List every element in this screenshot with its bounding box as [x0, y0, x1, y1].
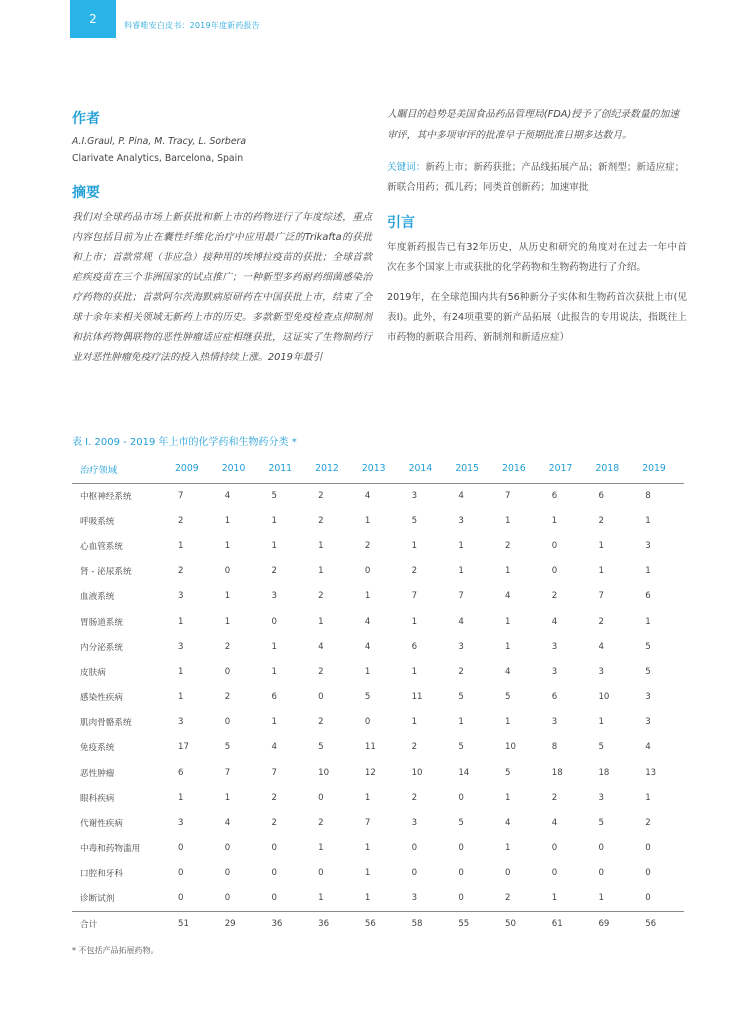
count-cell: 3: [178, 641, 184, 652]
count-cell: 0: [271, 843, 277, 854]
count-cell: 0: [598, 868, 604, 879]
count-cell: 0: [450, 886, 497, 911]
count-cell: 13: [645, 767, 657, 778]
count-cell: 1: [178, 692, 184, 703]
count-cell: 0: [224, 666, 231, 677]
count-cell: 5: [645, 666, 651, 677]
count-cell: 0: [411, 868, 418, 879]
count-cell: 1: [178, 666, 184, 677]
count-cell: 5: [364, 692, 371, 703]
count-cell: 2: [551, 591, 558, 602]
table-row: [72, 886, 684, 911]
count-cell: 3: [411, 818, 418, 829]
count-cell: 1: [318, 540, 324, 551]
right-column: [387, 104, 687, 358]
count-cell: 1: [598, 540, 604, 551]
count-cell: 4: [458, 616, 464, 627]
count-cell: 1: [224, 591, 231, 602]
count-cell: 18: [551, 767, 563, 778]
count-cell: 61: [544, 911, 591, 937]
count-cell: 4: [271, 742, 277, 753]
count-cell: 3: [404, 886, 451, 911]
count-cell: 7: [458, 591, 464, 602]
drug-classification-table: [72, 455, 684, 937]
therapeutic-area-cell: 眼科疾病: [80, 793, 115, 804]
count-cell: 1: [357, 886, 404, 911]
count-cell: 1: [645, 792, 651, 803]
therapeutic-area-cell: 诊断试剂: [72, 886, 170, 911]
count-cell: 1: [458, 566, 464, 577]
table-total-row: [72, 911, 684, 937]
count-cell: 0: [637, 886, 684, 911]
column-header-year: 2014: [404, 455, 451, 483]
therapeutic-area-cell: 血液系统: [80, 592, 115, 603]
table-row: [72, 533, 684, 558]
count-cell: 2: [551, 792, 558, 803]
count-cell: 7: [178, 490, 184, 501]
count-cell: 1: [310, 886, 357, 911]
count-cell: 1: [505, 515, 511, 526]
count-cell: 5: [271, 490, 277, 501]
count-cell: 2: [411, 792, 418, 803]
count-cell: 0: [551, 540, 558, 551]
count-cell: 3: [411, 490, 418, 501]
count-cell: 1: [458, 717, 464, 728]
count-cell: 4: [458, 490, 464, 501]
column-header-year: 2011: [263, 455, 310, 483]
therapeutic-area-cell: 肌肉骨骼系统: [80, 718, 132, 729]
count-cell: 0: [458, 843, 464, 854]
count-cell: 2: [411, 742, 418, 753]
count-cell: 4: [505, 666, 511, 677]
count-cell: 1: [364, 792, 371, 803]
count-cell: 1: [318, 616, 324, 627]
count-cell: 51: [170, 911, 217, 937]
count-cell: 5: [458, 742, 464, 753]
count-cell: 0: [178, 868, 184, 879]
count-cell: 5: [458, 818, 464, 829]
intro-paragraph-1: 年度新药报告已有32年历史，从历史和研究的角度对在过去一年中首次在多个国家上市或获批的化学药物和生物药物进行了介绍。: [387, 242, 687, 273]
count-cell: 1: [551, 515, 558, 526]
count-cell: 0: [224, 868, 231, 879]
table-row: [72, 508, 684, 533]
count-cell: 1: [178, 616, 184, 627]
count-cell: 50: [497, 911, 544, 937]
count-cell: 6: [645, 591, 651, 602]
count-cell: 58: [404, 911, 451, 937]
count-cell: 2: [458, 666, 464, 677]
column-header-year: 2015: [450, 455, 497, 483]
count-cell: 3: [551, 641, 558, 652]
column-header-year: 2012: [310, 455, 357, 483]
column-header-year: 2013: [357, 455, 404, 483]
keywords: [387, 158, 687, 198]
count-cell: 3: [551, 717, 558, 728]
count-cell: 10: [598, 692, 610, 703]
count-cell: 1: [364, 515, 371, 526]
count-cell: 0: [551, 868, 558, 879]
count-cell: 8: [551, 742, 558, 753]
count-cell: 4: [364, 616, 371, 627]
authors-heading: 作者: [72, 111, 100, 127]
count-cell: 14: [458, 767, 470, 778]
therapeutic-area-cell: 心血管系统: [80, 541, 123, 552]
page-number: 2: [70, 0, 116, 38]
count-cell: 0: [411, 843, 418, 854]
table-row: [72, 559, 684, 584]
count-cell: 0: [645, 843, 651, 854]
count-cell: 3: [645, 692, 651, 703]
count-cell: 3: [178, 591, 184, 602]
table-row: [72, 483, 684, 508]
therapeutic-area-cell: 合计: [72, 911, 170, 937]
count-cell: 29: [217, 911, 264, 937]
column-header-area: 治疗领域: [72, 455, 170, 483]
count-cell: 3: [551, 666, 558, 677]
keywords-list: 新药上市；新药获批；产品线拓展产品；新剂型；新适应症；新联合用药；孤儿药；同类首创新药；加速审批: [387, 162, 685, 193]
count-cell: 2: [318, 490, 324, 501]
count-cell: 1: [364, 666, 371, 677]
count-cell: 55: [450, 911, 497, 937]
count-cell: 1: [411, 717, 418, 728]
count-cell: 1: [224, 616, 231, 627]
author-affiliation: Clarivate Analytics, Barcelona, Spain: [72, 153, 244, 164]
count-cell: 2: [598, 515, 604, 526]
therapeutic-area-cell: 恶性肿瘤: [80, 768, 115, 779]
count-cell: 1: [178, 540, 184, 551]
count-cell: 5: [505, 767, 511, 778]
keywords-label: 关键词：: [387, 162, 426, 173]
column-header-year: 2016: [497, 455, 544, 483]
table-row: [72, 710, 684, 735]
count-cell: 3: [178, 818, 184, 829]
count-cell: 11: [364, 742, 376, 753]
table-caption: 表 I. 2009 - 2019 年上市的化学药和生物药分类 *: [72, 437, 297, 448]
count-cell: 2: [271, 818, 277, 829]
count-cell: 1: [505, 792, 511, 803]
count-cell: 7: [411, 591, 418, 602]
count-cell: 3: [458, 515, 464, 526]
count-cell: 0: [364, 717, 371, 728]
count-cell: 1: [224, 540, 231, 551]
column-header-year: 2017: [544, 455, 591, 483]
count-cell: 6: [178, 767, 184, 778]
count-cell: 0: [271, 616, 277, 627]
count-cell: 0: [178, 843, 184, 854]
count-cell: 4: [505, 818, 511, 829]
author-names: A.I.Graul, P. Pina, M. Tracy, L. Sorbera: [72, 136, 247, 147]
count-cell: 0: [598, 843, 604, 854]
count-cell: 5: [645, 641, 651, 652]
count-cell: 1: [271, 717, 277, 728]
count-cell: 6: [551, 692, 558, 703]
therapeutic-area-cell: 胃肠道系统: [80, 617, 123, 628]
table-row: [72, 634, 684, 659]
count-cell: 3: [645, 540, 651, 551]
count-cell: 6: [551, 490, 558, 501]
count-cell: 10: [318, 767, 330, 778]
count-cell: 2: [497, 886, 544, 911]
therapeutic-area-cell: 中毒和药物滥用: [80, 844, 141, 855]
count-cell: 2: [178, 515, 184, 526]
count-cell: 0: [458, 868, 464, 879]
table-row: [72, 685, 684, 710]
count-cell: 1: [505, 616, 511, 627]
count-cell: 1: [645, 515, 651, 526]
table-row: [72, 760, 684, 785]
count-cell: 1: [271, 540, 277, 551]
therapeutic-area-cell: 口腔和牙科: [80, 869, 123, 880]
count-cell: 10: [411, 767, 423, 778]
count-cell: 2: [318, 666, 324, 677]
count-cell: 1: [458, 540, 464, 551]
count-cell: 0: [645, 868, 651, 879]
count-cell: 4: [505, 591, 511, 602]
count-cell: 56: [637, 911, 684, 937]
count-cell: 2: [318, 515, 324, 526]
count-cell: 36: [310, 911, 357, 937]
table-footnote: * 不包括产品拓展药物。: [72, 946, 159, 955]
count-cell: 1: [318, 843, 324, 854]
count-cell: 5: [224, 742, 231, 753]
count-cell: 0: [318, 692, 324, 703]
count-cell: 0: [170, 886, 217, 911]
count-cell: 3: [598, 666, 604, 677]
count-cell: 1: [645, 616, 651, 627]
table-header-row: [72, 455, 684, 483]
count-cell: 8: [645, 490, 651, 501]
count-cell: 0: [224, 717, 231, 728]
table-row: [72, 735, 684, 760]
count-cell: 5: [505, 692, 511, 703]
therapeutic-area-cell: 中枢神经系统: [80, 491, 132, 502]
count-cell: 1: [178, 792, 184, 803]
therapeutic-area-cell: 代谢性疾病: [80, 819, 123, 830]
column-header-year: 2018: [590, 455, 637, 483]
count-cell: 1: [505, 843, 511, 854]
count-cell: 0: [318, 792, 324, 803]
intro-paragraph-2: 2019年，在全球范围内共有56种新分子实体和生物药首次获批上市(见表I)。此外，有24项重要的新产品拓展（此报告的专用说法，指既往上市药物的新联合用药、新制剂和新适应症）: [387, 292, 687, 343]
count-cell: 12: [364, 767, 376, 778]
count-cell: 1: [318, 566, 324, 577]
count-cell: 69: [590, 911, 637, 937]
count-cell: 7: [505, 490, 511, 501]
count-cell: 2: [318, 818, 324, 829]
count-cell: 2: [178, 566, 184, 577]
count-cell: 1: [590, 886, 637, 911]
count-cell: 2: [318, 717, 324, 728]
count-cell: 1: [224, 515, 231, 526]
count-cell: 6: [271, 692, 277, 703]
count-cell: 0: [263, 886, 310, 911]
therapeutic-area-cell: 呼吸系统: [80, 516, 115, 527]
column-header-year: 2010: [217, 455, 264, 483]
count-cell: 4: [318, 641, 324, 652]
count-cell: 6: [411, 641, 418, 652]
count-cell: 4: [551, 616, 558, 627]
count-cell: 0: [224, 566, 231, 577]
table-row: [72, 785, 684, 810]
column-header-year: 2019: [637, 455, 684, 483]
abstract-text: 我们对全球药品市场上新获批和新上市的药物进行了年度综述，重点内容包括目前为止在囊性纤维化治疗中应用最广泛的Trikafta的获批和上市；首款常规（非应急）接种用的埃博拉疫苗的获批；全球首款疟疾疫苗在三个非洲国家的试点推广；一种新型多药耐药细菌感染治疗药物的获批；首款阿尔茨海默病原研药在中国获批上市，结束了全球十余年来相关领域无新药上市的历史。多款新型免疫检查点抑制剂和抗体药物偶联物的恶性肿瘤适应症相继获批，这证实了生物制药行业对恶性肿瘤免疫疗法的投入热情持续上涨。2019年最引: [72, 212, 372, 363]
count-cell: 1: [505, 641, 511, 652]
count-cell: 0: [224, 843, 231, 854]
count-cell: 1: [544, 886, 591, 911]
therapeutic-area-cell: 肾 - 泌尿系统: [80, 567, 132, 578]
therapeutic-area-cell: 皮肤病: [80, 667, 106, 678]
running-title: 科睿唯安白皮书：2019年度新药报告: [124, 21, 260, 30]
count-cell: 2: [271, 792, 277, 803]
count-cell: 11: [411, 692, 423, 703]
count-cell: 3: [271, 591, 277, 602]
count-cell: 1: [364, 843, 371, 854]
count-cell: 7: [224, 767, 231, 778]
table-row: [72, 659, 684, 684]
count-cell: 1: [364, 591, 371, 602]
count-cell: 4: [224, 818, 231, 829]
count-cell: 7: [364, 818, 371, 829]
count-cell: 1: [364, 868, 371, 879]
count-cell: 0: [271, 868, 277, 879]
count-cell: 7: [271, 767, 277, 778]
count-cell: 4: [364, 641, 371, 652]
count-cell: 1: [505, 717, 511, 728]
count-cell: 4: [551, 818, 558, 829]
count-cell: 1: [271, 515, 277, 526]
count-cell: 4: [364, 490, 371, 501]
table-row: [72, 836, 684, 861]
count-cell: 4: [598, 641, 604, 652]
count-cell: 3: [458, 641, 464, 652]
count-cell: 1: [411, 540, 418, 551]
therapeutic-area-cell: 内分泌系统: [80, 642, 123, 653]
count-cell: 1: [271, 641, 277, 652]
count-cell: 0: [551, 843, 558, 854]
count-cell: 2: [645, 818, 651, 829]
count-cell: 18: [598, 767, 610, 778]
count-cell: 1: [224, 792, 231, 803]
count-cell: 5: [598, 742, 604, 753]
count-cell: 1: [598, 717, 604, 728]
count-cell: 0: [505, 868, 511, 879]
intro-heading: 引言: [387, 215, 415, 231]
table-row: [72, 584, 684, 609]
therapeutic-area-cell: 免疫系统: [80, 743, 115, 754]
count-cell: 5: [318, 742, 324, 753]
count-cell: 2: [224, 641, 231, 652]
count-cell: 1: [271, 666, 277, 677]
count-cell: 3: [178, 717, 184, 728]
count-cell: 2: [364, 540, 371, 551]
count-cell: 17: [178, 742, 189, 753]
count-cell: 2: [505, 540, 511, 551]
count-cell: 5: [598, 818, 604, 829]
count-cell: 5: [411, 515, 418, 526]
count-cell: 6: [598, 490, 604, 501]
count-cell: 2: [411, 566, 418, 577]
count-cell: 2: [271, 566, 277, 577]
count-cell: 1: [598, 566, 604, 577]
count-cell: 0: [364, 566, 371, 577]
count-cell: 7: [598, 591, 604, 602]
count-cell: 1: [411, 666, 418, 677]
count-cell: 56: [357, 911, 404, 937]
table-row: [72, 861, 684, 886]
count-cell: 36: [263, 911, 310, 937]
count-cell: 5: [458, 692, 464, 703]
table-row: [72, 810, 684, 835]
table-row: [72, 609, 684, 634]
count-cell: 0: [217, 886, 264, 911]
abstract-continuation: 人瞩目的趋势是美国食品药品管理局(FDA)授予了创纪录数量的加速审评，其中多项审评的批准早于预期批准日期多达数月。: [387, 109, 680, 141]
count-cell: 0: [318, 868, 324, 879]
count-cell: 0: [458, 792, 464, 803]
count-cell: 3: [645, 717, 651, 728]
count-cell: 10: [505, 742, 516, 753]
count-cell: 3: [598, 792, 604, 803]
count-cell: 1: [411, 616, 418, 627]
abstract-heading: 摘要: [72, 185, 100, 201]
count-cell: 1: [505, 566, 511, 577]
column-header-year: 2009: [170, 455, 217, 483]
count-cell: 2: [318, 591, 324, 602]
count-cell: 2: [224, 692, 231, 703]
left-column: [72, 108, 372, 368]
count-cell: 2: [598, 616, 604, 627]
therapeutic-area-cell: 感染性疾病: [80, 693, 123, 704]
count-cell: 4: [645, 742, 651, 753]
count-cell: 0: [551, 566, 558, 577]
count-cell: 1: [645, 566, 651, 577]
count-cell: 4: [224, 490, 231, 501]
